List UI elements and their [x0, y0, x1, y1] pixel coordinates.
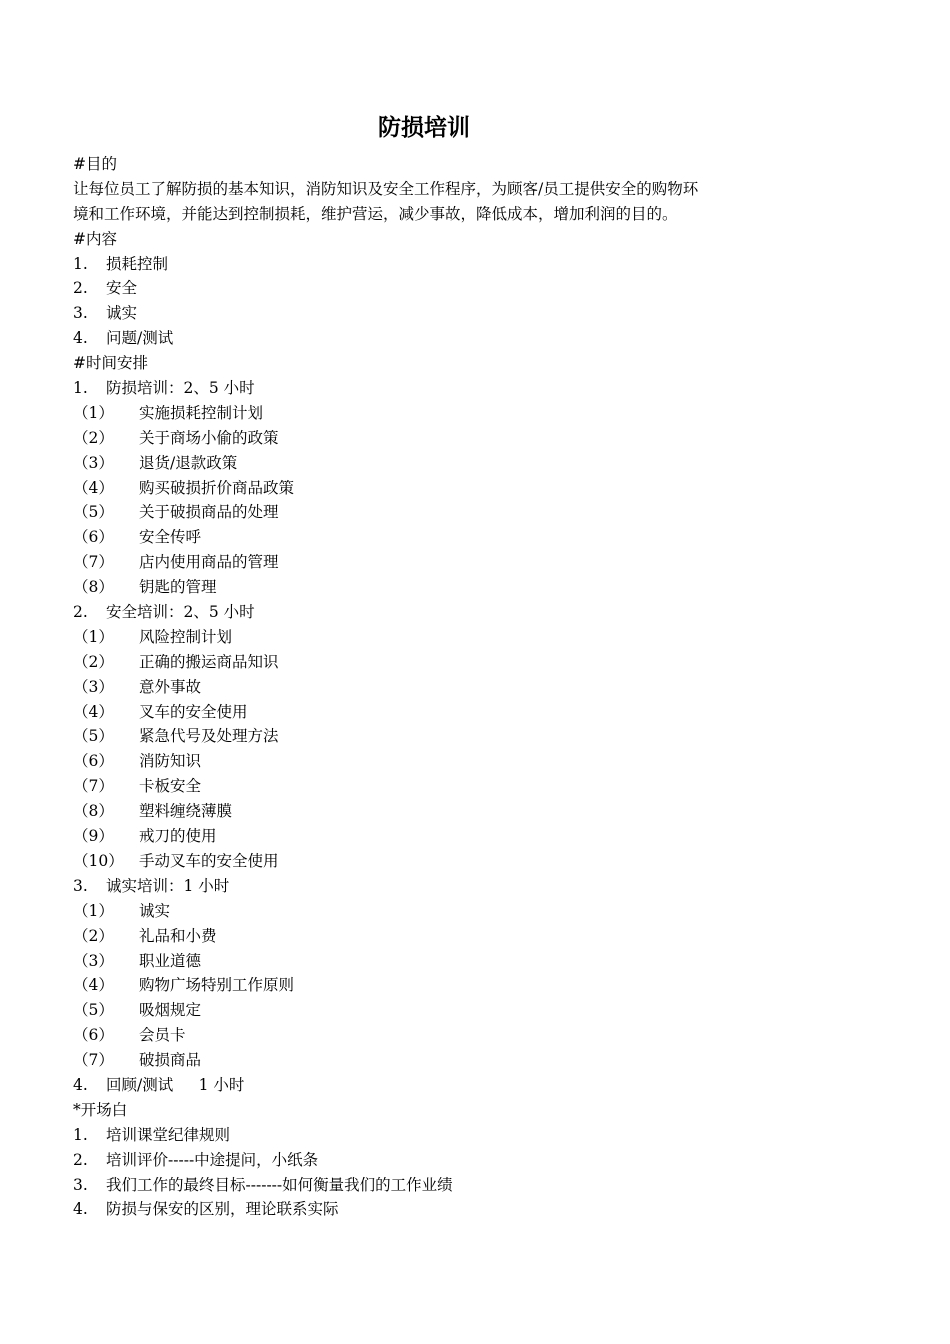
schedule-subitem: [73, 949, 773, 974]
content-item-text: 损耗控制: [106, 254, 169, 273]
schedule-subitem-number: （3）: [73, 677, 114, 696]
schedule-subitem-text: 购物广场特别工作原则: [139, 976, 295, 995]
schedule-subitem: [73, 625, 773, 650]
content-item: [73, 326, 773, 351]
schedule-heading: #时间安排: [73, 354, 148, 373]
opening-item-number: 2.: [73, 1150, 88, 1169]
schedule-subitem: [73, 675, 773, 700]
schedule-subitem-text: 会员卡: [139, 1026, 186, 1045]
schedule-subitem-text: 手动叉车的安全使用: [139, 851, 279, 870]
schedule-subitem-number: （8）: [73, 802, 114, 821]
opening-item-text: 防损与保安的区别，理论联系实际: [106, 1200, 339, 1219]
schedule-list: [73, 376, 773, 1098]
schedule-subitem: [73, 525, 773, 550]
purpose-text-line-1: 让每位员工了解防损的基本知识，消防知识及安全工作程序，为顾客/员工提供安全的购物环: [73, 179, 699, 198]
opening-item-text: 培训课堂纪律规则: [106, 1125, 231, 1144]
schedule-subitem-number: （2）: [73, 428, 114, 447]
schedule-subitem: [73, 824, 773, 849]
schedule-subitem: [73, 1023, 773, 1048]
schedule-subitem-text: 实施损耗控制计划: [139, 403, 264, 422]
content-list: [73, 252, 773, 352]
schedule-subitem: [73, 575, 773, 600]
schedule-subitem-text: 安全传呼: [139, 528, 202, 547]
opening-item-number: 3.: [73, 1175, 88, 1194]
content-item-number: 4.: [73, 329, 88, 348]
schedule-subitem-number: （4）: [73, 976, 114, 995]
schedule-subitem-number: （1）: [73, 901, 114, 920]
opening-item: [73, 1148, 773, 1173]
purpose-heading: #目的: [73, 155, 117, 173]
schedule-subitem-number: （7）: [73, 777, 114, 796]
schedule-subitem-number: （3）: [73, 951, 114, 970]
schedule-section-number: 4.: [73, 1075, 88, 1094]
opening-item: [73, 1123, 773, 1148]
schedule-subitem-text: 购买破损折价商品政策: [139, 478, 295, 497]
schedule-section-number: 1.: [73, 379, 88, 398]
schedule-section: [73, 376, 773, 401]
content-item-text: 问题/测试: [106, 329, 174, 348]
schedule-subitem-text: 卡板安全: [139, 777, 202, 796]
schedule-subitem: [73, 973, 773, 998]
schedule-subitem-number: （2）: [73, 926, 114, 945]
schedule-subitem-text: 正确的搬运商品知识: [139, 652, 279, 671]
schedule-subitem-text: 意外事故: [139, 677, 202, 696]
content-item-text: 诚实: [106, 304, 138, 323]
schedule-subitem: [73, 749, 773, 774]
schedule-subitem-text: 戒刀的使用: [139, 827, 217, 846]
schedule-subitem-number: （5）: [73, 727, 114, 746]
schedule-subitem-number: （1）: [73, 627, 114, 646]
schedule-subitem-text: 职业道德: [139, 951, 202, 970]
document-title: 防损培训: [378, 114, 470, 141]
opening-item: [73, 1173, 773, 1198]
schedule-subitem: [73, 500, 773, 525]
opening-item-text: 培训评价-----中途提问，小纸条: [106, 1150, 319, 1169]
schedule-subitem-text: 破损商品: [139, 1051, 202, 1070]
schedule-subitem-number: （1）: [73, 403, 114, 422]
schedule-section: [73, 874, 773, 899]
content-item: [73, 252, 773, 277]
schedule-subitem-number: （6）: [73, 752, 114, 771]
schedule-subitem-number: （5）: [73, 1001, 114, 1020]
opening-item-text: 我们工作的最终目标-------如何衡量我们的工作业绩: [106, 1175, 453, 1194]
schedule-subitem-number: （7）: [73, 553, 114, 572]
schedule-subitem-text: 紧急代号及处理方法: [139, 727, 279, 746]
schedule-subitem: [73, 650, 773, 675]
opening-item-number: 1.: [73, 1125, 88, 1144]
schedule-subitem: [73, 724, 773, 749]
opening-item: [73, 1197, 773, 1222]
content-heading: #内容: [73, 229, 117, 248]
schedule-section-text: 安全培训：2、5 小时: [106, 603, 255, 622]
schedule-subitem: [73, 426, 773, 451]
content-item: [73, 301, 773, 326]
schedule-subitem-number: （10）: [73, 851, 124, 870]
schedule-subitem: [73, 550, 773, 575]
schedule-subitem-number: （9）: [73, 827, 114, 846]
schedule-subitem-number: （6）: [73, 1026, 114, 1045]
schedule-subitem: [73, 774, 773, 799]
content-item-number: 1.: [73, 254, 88, 273]
schedule-subitem-text: 礼品和小费: [139, 926, 217, 945]
schedule-subitem: [73, 401, 773, 426]
schedule-subitem: [73, 1048, 773, 1073]
schedule-subitem-text: 消防知识: [139, 752, 202, 771]
schedule-subitem-number: （6）: [73, 528, 114, 547]
schedule-subitem-number: （2）: [73, 652, 114, 671]
purpose-text-line-2: 境和工作环境，并能达到控制损耗，维护营运，减少事故，降低成本，增加利润的目的。: [73, 204, 678, 223]
schedule-subitem: [73, 998, 773, 1023]
schedule-section-text: 防损培训：2、5 小时: [106, 379, 255, 398]
schedule-subitem-number: （3）: [73, 453, 114, 472]
schedule-section-text: 诚实培训：1 小时: [106, 876, 230, 895]
schedule-subitem-text: 风险控制计划: [139, 627, 233, 646]
opening-item-number: 4.: [73, 1200, 88, 1219]
schedule-section-text: 回顾/测试 1 小时: [106, 1075, 245, 1094]
schedule-subitem-number: （7）: [73, 1051, 114, 1070]
schedule-subitem-text: 关于破损商品的处理: [139, 503, 279, 522]
schedule-subitem-number: （8）: [73, 578, 114, 597]
schedule-subitem-text: 关于商场小偷的政策: [139, 428, 279, 447]
schedule-section-number: 2.: [73, 603, 88, 622]
content-item-number: 2.: [73, 279, 88, 298]
schedule-subitem: [73, 924, 773, 949]
schedule-subitem-number: （4）: [73, 478, 114, 497]
schedule-subitem: [73, 476, 773, 501]
schedule-section: [73, 600, 773, 625]
schedule-subitem-text: 退货/退款政策: [139, 453, 238, 472]
schedule-subitem-text: 钥匙的管理: [139, 578, 217, 597]
schedule-subitem-text: 叉车的安全使用: [139, 702, 248, 721]
schedule-subitem-number: （5）: [73, 503, 114, 522]
schedule-subitem: [73, 700, 773, 725]
schedule-section-number: 3.: [73, 876, 88, 895]
schedule-subitem: [73, 849, 773, 874]
schedule-subitem-text: 吸烟规定: [139, 1001, 202, 1020]
schedule-section: [73, 1073, 773, 1098]
schedule-subitem-text: 诚实: [139, 901, 171, 920]
opening-list: [73, 1123, 773, 1223]
document-body: [73, 152, 773, 1222]
content-item: [73, 276, 773, 301]
schedule-subitem: [73, 799, 773, 824]
content-item-text: 安全: [106, 279, 138, 298]
schedule-subitem-text: 塑料缠绕薄膜: [139, 802, 233, 821]
schedule-subitem: [73, 451, 773, 476]
opening-heading: *开场白: [73, 1100, 128, 1119]
schedule-subitem: [73, 899, 773, 924]
schedule-subitem-text: 店内使用商品的管理: [139, 553, 279, 572]
content-item-number: 3.: [73, 304, 88, 323]
schedule-subitem-number: （4）: [73, 702, 114, 721]
